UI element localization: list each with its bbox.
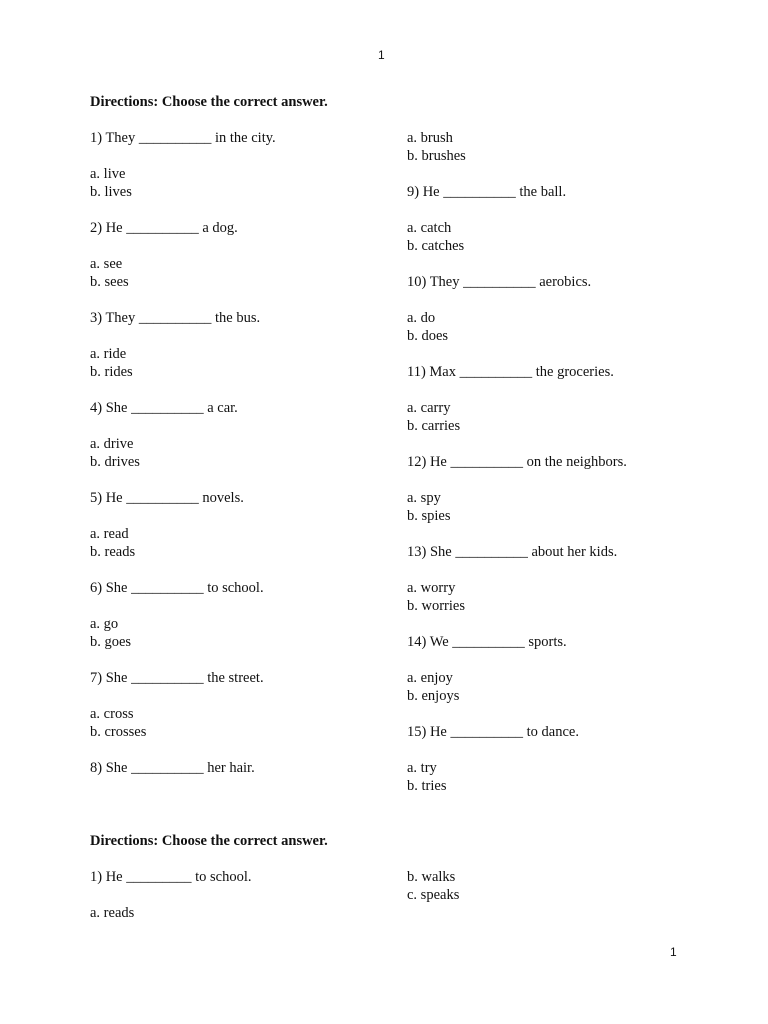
- option-b: b. worries: [407, 598, 465, 614]
- question-item: [90, 489, 390, 579]
- question-item: [90, 669, 390, 759]
- option-a: a. enjoy: [407, 670, 453, 686]
- option-b: b. carries: [407, 418, 461, 434]
- question-text: 5) He __________ novels.: [90, 490, 244, 506]
- option-b: b. reads: [90, 544, 136, 560]
- question-text: 10) They __________ aerobics.: [407, 274, 592, 290]
- question-text: 13) She __________ about her kids.: [407, 544, 618, 560]
- question-item: [90, 399, 390, 489]
- option-c: c. speaks: [407, 887, 460, 903]
- question-item: [407, 273, 707, 363]
- option-a: a. live: [90, 166, 126, 182]
- question-item: [407, 543, 707, 633]
- option-b: b. walks: [407, 869, 456, 885]
- option-a: a. do: [407, 310, 436, 326]
- option-a: a. ride: [90, 346, 127, 362]
- option-a: a. read: [90, 526, 129, 542]
- option-b: b. spies: [407, 508, 451, 524]
- option-a: a. try: [407, 760, 437, 776]
- question-text: 7) She __________ the street.: [90, 670, 264, 686]
- continued-options: [407, 868, 707, 904]
- option-a: a. reads: [90, 905, 135, 921]
- option-b: b. drives: [90, 454, 140, 470]
- question-item: [90, 309, 390, 399]
- question-text: 4) She __________ a car.: [90, 400, 238, 416]
- question-text: 9) He __________ the ball.: [407, 184, 567, 200]
- option-b: b. lives: [90, 184, 132, 200]
- option-b: b. tries: [407, 778, 447, 794]
- page-number-footer: 1: [670, 945, 677, 959]
- option-b: b. rides: [90, 364, 133, 380]
- question-item: [407, 453, 707, 543]
- option-a: a. catch: [407, 220, 452, 236]
- option-a: a. carry: [407, 400, 451, 416]
- option-b: b. crosses: [90, 724, 147, 740]
- question-text: 2) He __________ a dog.: [90, 220, 238, 236]
- option-b: b. enjoys: [407, 688, 460, 704]
- option-b: b. sees: [90, 274, 129, 290]
- question-item: [407, 363, 707, 453]
- left-question-column: [90, 868, 390, 922]
- question-text: 1) He _________ to school.: [90, 869, 252, 885]
- question-text: 6) She __________ to school.: [90, 580, 264, 596]
- page-number-header: 1: [378, 48, 385, 62]
- continued-options: [407, 129, 707, 183]
- option-a: a. go: [90, 616, 119, 632]
- question-item: [90, 868, 390, 922]
- directions-heading: Directions: Choose the correct answer.: [90, 94, 328, 110]
- question-text: 15) He __________ to dance.: [407, 724, 579, 740]
- option-b: b. does: [407, 328, 449, 344]
- option-a: a. drive: [90, 436, 134, 452]
- question-item: [90, 129, 390, 219]
- question-item: [90, 759, 390, 777]
- option-a: a. see: [90, 256, 123, 272]
- question-item: [407, 633, 707, 723]
- right-question-column: [407, 129, 707, 795]
- directions-heading: Directions: Choose the correct answer.: [90, 833, 328, 849]
- question-text: 3) They __________ the bus.: [90, 310, 261, 326]
- left-question-column: [90, 129, 390, 777]
- question-item: [407, 723, 707, 795]
- question-text: 11) Max __________ the groceries.: [407, 364, 614, 380]
- question-item: [90, 579, 390, 669]
- question-item: [407, 183, 707, 273]
- option-b: b. goes: [90, 634, 132, 650]
- question-text: 8) She __________ her hair.: [90, 760, 255, 776]
- option-b: b. catches: [407, 238, 465, 254]
- option-a: a. brush: [407, 130, 453, 146]
- option-b: b. brushes: [407, 148, 466, 164]
- right-question-column: [407, 868, 707, 904]
- question-text: 1) They __________ in the city.: [90, 130, 276, 146]
- question-text: 14) We __________ sports.: [407, 634, 567, 650]
- question-text: 12) He __________ on the neighbors.: [407, 454, 627, 470]
- option-a: a. worry: [407, 580, 456, 596]
- option-a: a. spy: [407, 490, 441, 506]
- option-a: a. cross: [90, 706, 134, 722]
- question-item: [90, 219, 390, 309]
